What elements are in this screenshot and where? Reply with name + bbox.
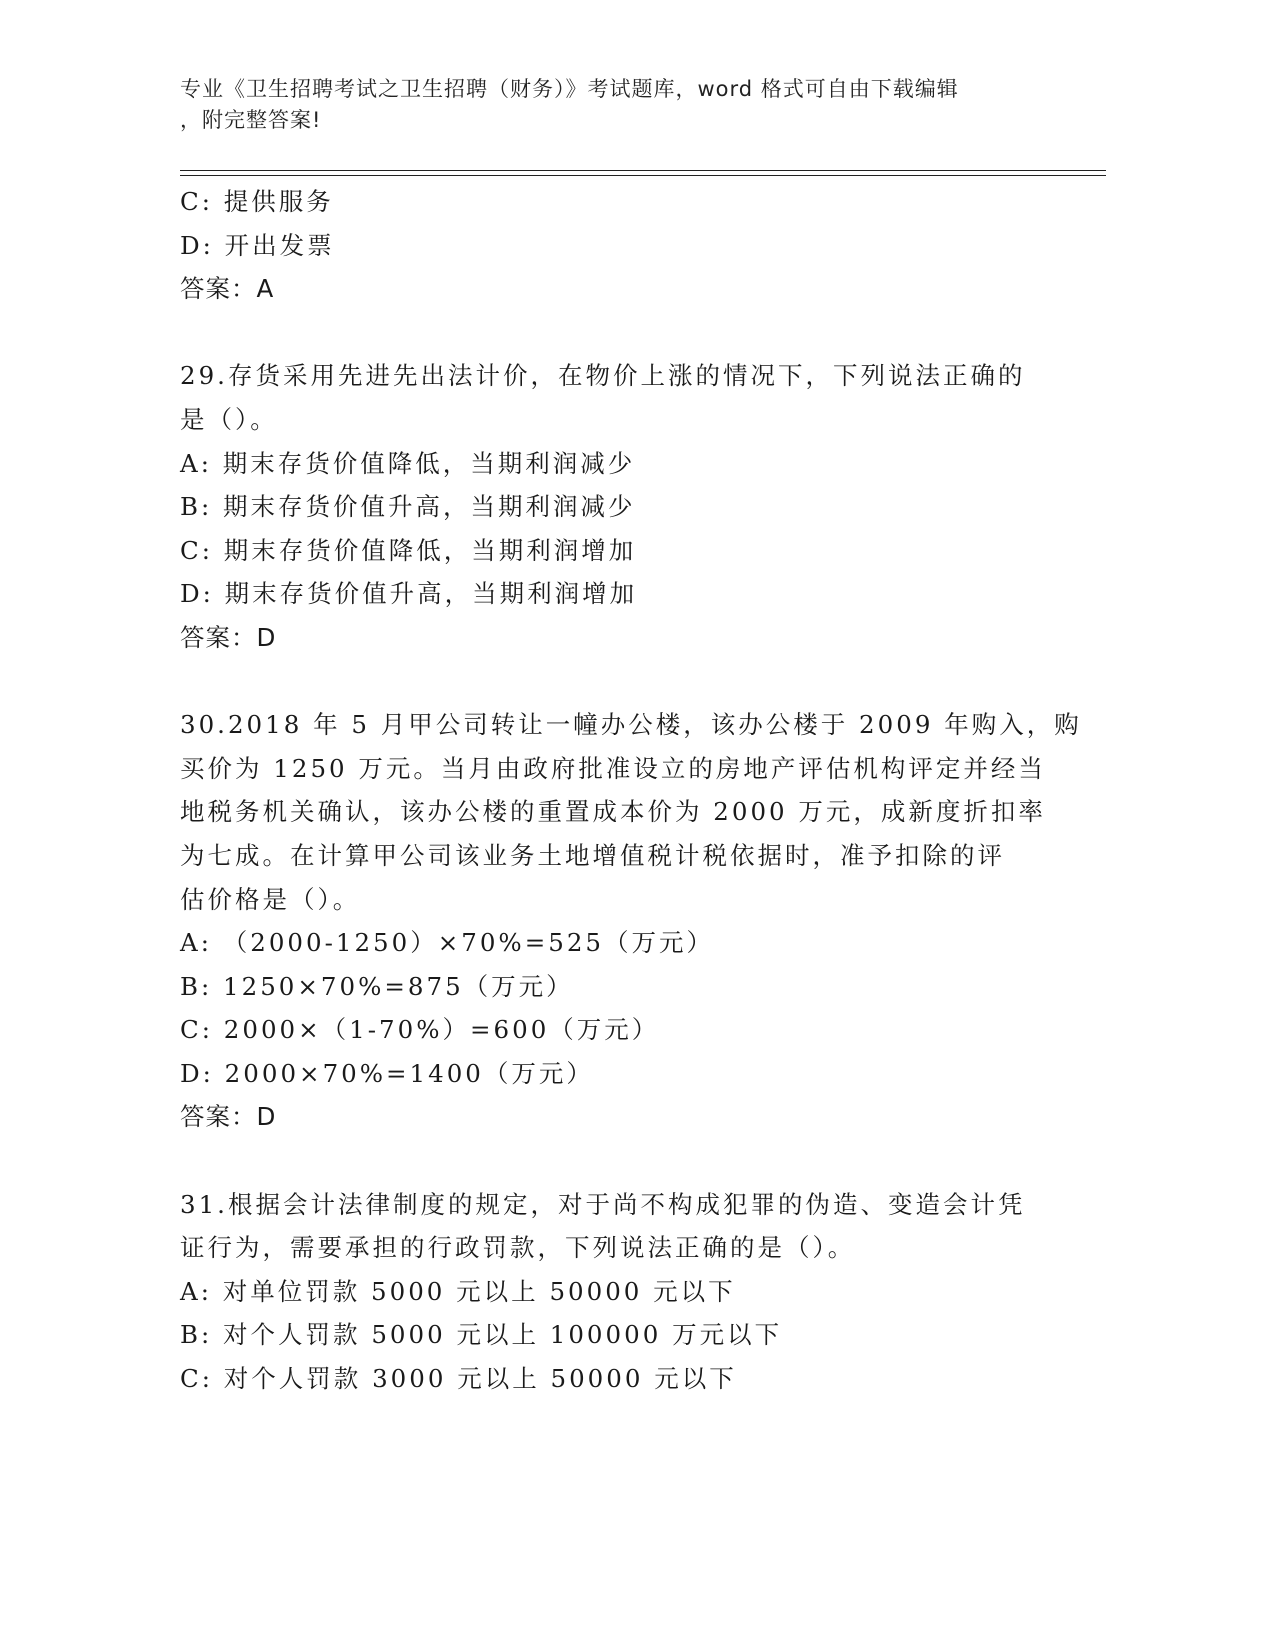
option-c: C: 提供服务 (180, 187, 334, 216)
question-stem: 30.2018 年 5 月甲公司转让一幢办公楼，该办公楼于 2009 年购入，购 (180, 710, 1082, 740)
question-stem: 买价为 1250 万元。当月由政府批准设立的房地产评估机构评定并经当 (180, 753, 1046, 783)
question-content (180, 180, 1082, 1401)
option-d: D: 期末存货价值升高，当期利润增加 (180, 579, 638, 609)
question-stem: 31.根据会计法律制度的规定，对于尚不构成犯罪的伪造、变造会计凭 (180, 1189, 1026, 1219)
question-stem: 是（）。 (180, 404, 278, 434)
header-divider-top (180, 170, 1106, 171)
option-c: C: 2000×（1-70%）=600（万元） (180, 1015, 660, 1045)
question-stem: 地税务机关确认，该办公楼的重置成本价为 2000 万元，成新度折扣率 (180, 797, 1046, 827)
option-a: A: 对单位罚款 5000 元以上 50000 元以下 (180, 1276, 736, 1306)
document-header (180, 74, 1060, 136)
option-d: D: 开出发票 (180, 230, 335, 260)
option-a: A: 期末存货价值降低，当期利润减少 (180, 448, 636, 478)
answer: 答案：D (180, 622, 277, 652)
question-stem: 29.存货采用先进先出法计价，在物价上涨的情况下，下列说法正确的 (180, 361, 1026, 391)
option-b: B: 对个人罚款 5000 元以上 100000 万元以下 (180, 1320, 783, 1350)
question-29 (180, 354, 1040, 659)
answer: 答案：D (180, 1102, 277, 1132)
spacer (180, 660, 1040, 704)
option-d: D: 2000×70%=1400（万元） (180, 1058, 594, 1088)
header-divider-bottom (180, 175, 1106, 176)
header-line-1: 专业《卫生招聘考试之卫生招聘（财务）》考试题库，word 格式可自由下载编辑 (180, 77, 959, 101)
option-a: A: （2000-1250）×70%=525（万元） (180, 928, 714, 958)
option-c: C: 期末存货价值降低，当期利润增加 (180, 535, 637, 565)
question-28-tail (180, 180, 1040, 311)
question-stem: 为七成。在计算甲公司该业务土地增值税计税依据时，准予扣除的评 (180, 840, 1005, 870)
question-31 (180, 1183, 1040, 1401)
answer: 答案：A (180, 274, 275, 304)
question-stem: 证行为，需要承担的行政罚款，下列说法正确的是（）。 (180, 1233, 856, 1263)
spacer (180, 1139, 1040, 1183)
question-30 (180, 703, 1082, 1139)
question-stem: 估价格是（）。 (180, 884, 361, 914)
option-b: B: 期末存货价值升高，当期利润减少 (180, 492, 636, 522)
header-line-2: ，附完整答案! (180, 108, 322, 132)
spacer (180, 311, 1040, 355)
option-b: B: 1250×70%=875（万元） (180, 971, 574, 1001)
option-c: C: 对个人罚款 3000 元以上 50000 元以下 (180, 1364, 737, 1394)
